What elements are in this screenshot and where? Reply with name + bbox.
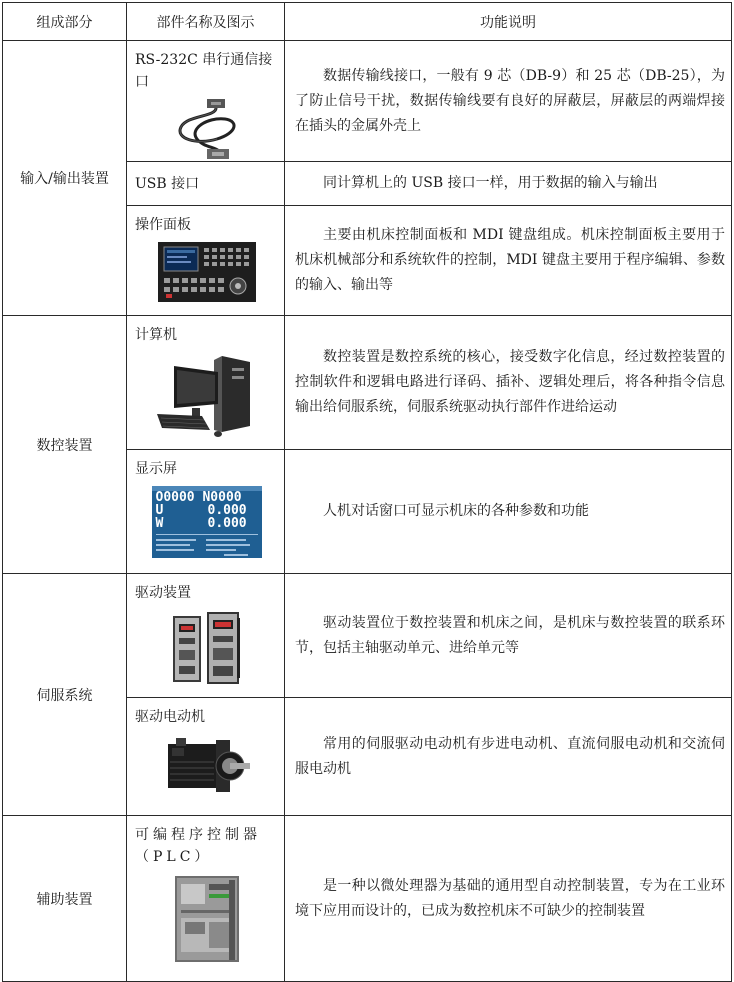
desc-cell [285,574,732,698]
desc-cell [285,450,732,574]
screen-value-u: 0.000 [207,503,247,518]
header-group: 组成部分 [3,3,127,41]
part-name: 驱动装置 [135,585,191,601]
part-name: RS-232C 串行通信接口 [135,52,273,90]
desc-cell [285,162,732,206]
part-name: 计算机 [135,327,177,343]
table-row [3,816,732,982]
part-desc: 常用的伺服驱动电动机有步进电动机、直流伺服电动机和交流伺服电动机 [295,735,725,777]
part-cell [127,41,285,162]
group-servo: 伺服系统 [3,574,127,816]
part-cell [127,450,285,574]
part-cell [127,162,285,206]
part-name: 显示屏 [135,461,177,477]
control-panel-image [158,242,256,302]
group-aux: 辅助装置 [3,816,127,982]
desc-cell [285,206,732,316]
computer-image [152,352,262,438]
part-name: 驱动电动机 [135,709,205,725]
group-io: 输入/输出装置 [3,41,127,316]
group-nc: 数控装置 [3,316,127,574]
serial-cable-image [167,99,247,161]
part-name: 操作面板 [135,217,191,233]
plc-image [169,874,245,964]
part-desc: 同计算机上的 USB 接口一样，用于数据的输入与输出 [323,175,658,191]
part-cell [127,206,285,316]
part-name: 可编程序控制器（PLC） [135,827,261,865]
header-row [3,3,732,41]
screen-label-w: W [155,516,164,531]
part-desc: 数控装置是数控系统的核心，接受数字化信息，经过数控装置的控制软件和逻辑电路进行译码、插补、逻辑处理后，将各种指令信息输出给伺服系统，伺服系统驱动执行部件作进给运动 [295,349,725,415]
desc-cell [285,698,732,816]
part-desc: 人机对话窗口可显示机床的各种参数和功能 [323,503,589,519]
part-desc: 主要由机床控制面板和 MDI 键盘组成。机床控制面板主要用于机床机械部分和系统软件的控制，MDI 键盘主要用于程序编辑、参数的输入、输出等 [295,227,725,293]
desc-cell [285,316,732,450]
display-image [152,486,262,558]
servo-motor-image [162,734,252,800]
desc-cell [285,41,732,162]
table-row [3,316,732,450]
header-function: 功能说明 [285,3,732,41]
part-cell [127,574,285,698]
part-desc: 驱动装置位于数控装置和机床之间，是机床与数控装置的联系环节，包括主轴驱动单元、进给单元等 [295,614,725,656]
part-cell [127,816,285,982]
part-desc: 数据传输线接口，一般有 9 芯（DB-9）和 25 芯（DB-25），为了防止信号干扰，数据传输线要有良好的屏蔽层，屏蔽层的两端焊接在插头的金属外壳上 [295,67,725,134]
part-cell [127,698,285,816]
screen-value-w: 0.000 [207,516,247,531]
header-part: 部件名称及图示 [127,3,285,41]
component-table [2,2,732,982]
table-row [3,41,732,162]
part-desc: 是一种以微处理器为基础的通用型自动控制装置，专为在工业环境下应用而设计的，已成为数控机床不可缺少的控制装置 [295,877,725,919]
screen-line-1: O0000 N0000 [155,490,242,505]
desc-cell [285,816,732,982]
servo-drive-image [171,610,243,686]
part-cell [127,316,285,450]
part-name: USB 接口 [135,175,200,192]
table-row [3,574,732,698]
screen-label-u: U [155,503,164,518]
